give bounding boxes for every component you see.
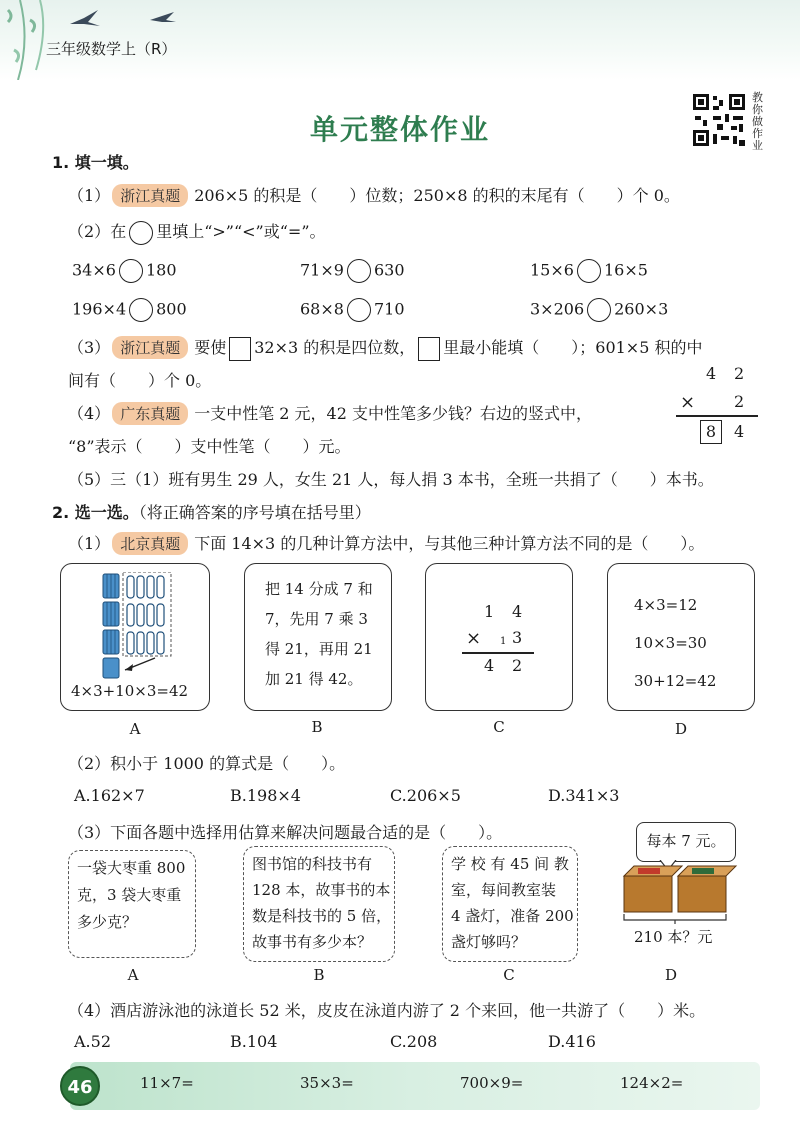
option-d[interactable]: D.416 xyxy=(548,1032,596,1051)
option-card-b[interactable] xyxy=(243,846,395,962)
digit: 4 xyxy=(484,656,495,675)
exam-tag: 浙江真题 xyxy=(112,336,188,359)
text-line: 数是科技书的 5 倍， xyxy=(252,907,392,925)
q3-number: （3） xyxy=(68,338,111,357)
option-b[interactable]: B.104 xyxy=(230,1032,278,1051)
compare-item xyxy=(530,259,648,283)
q2-pre: 在 xyxy=(110,222,127,241)
section-1-heading: 1. 填一填。 xyxy=(52,153,139,172)
s1-q2 xyxy=(68,219,326,245)
s2-q1 xyxy=(68,531,704,555)
digit: 3 xyxy=(512,628,523,647)
answer-circle[interactable] xyxy=(347,298,371,322)
answer-circle[interactable] xyxy=(577,259,601,283)
option-a[interactable]: A.162×7 xyxy=(74,786,145,805)
option-card-d[interactable] xyxy=(607,563,755,711)
q1-number: （1） xyxy=(68,186,111,205)
vertical-multiplication-c xyxy=(456,602,546,682)
card-b-text xyxy=(265,574,373,694)
option-card-c[interactable] xyxy=(425,563,573,711)
compare-right: 180 xyxy=(145,260,177,280)
compare-right: 800 xyxy=(156,299,187,319)
compare-left: 34×6 xyxy=(72,260,116,280)
exam-tag: 浙江真题 xyxy=(112,184,188,207)
compare-item xyxy=(530,298,668,322)
text-line: 图书馆的科技书有 xyxy=(252,855,373,873)
q4-text: 一支中性笔 2 元，42 支中性笔多少钱？右边的竖式中， xyxy=(194,404,593,423)
compare-left: 196×4 xyxy=(72,299,127,319)
swallows-icon xyxy=(66,6,186,36)
compare-left: 71×9 xyxy=(300,260,344,280)
option-letter-d: D xyxy=(674,720,688,738)
compare-item xyxy=(300,259,405,283)
option-letter-d: D xyxy=(664,966,678,984)
q1-text: 下面 14×3 的几种计算方法中，与其他三种计算方法不同的是（ ）。 xyxy=(194,534,705,553)
compare-left: 15×6 xyxy=(530,260,574,280)
digit: 1 xyxy=(484,602,495,621)
section-2-note: （将正确答案的序号填在括号里） xyxy=(138,503,371,522)
digit: 2 xyxy=(734,364,745,383)
compare-right: 710 xyxy=(373,299,405,319)
multiply-sign: × xyxy=(466,628,482,649)
exam-tag: 广东真题 xyxy=(112,402,188,425)
carry-digit: 1 xyxy=(500,636,507,647)
card-d-text xyxy=(634,586,716,700)
q3-text-a: 要使 xyxy=(194,338,227,357)
answer-circle[interactable] xyxy=(119,259,143,283)
option-c[interactable]: C.208 xyxy=(390,1032,438,1051)
s1-q4 xyxy=(68,401,592,425)
text-line: 室，每间教室装 xyxy=(451,881,557,899)
s1-q1 xyxy=(68,183,680,207)
text-line: 得 21，再用 21 xyxy=(265,640,373,658)
box-caption: 210 本？元 xyxy=(634,928,713,946)
option-b[interactable]: B.198×4 xyxy=(230,786,301,805)
s1-q3-line2: 间有（ ）个 0。 xyxy=(68,371,212,390)
s1-q5: （5）三（1）班有男生 29 人，女生 21 人，每人捐 3 本书，全班一共捐了（ ）本书。 xyxy=(68,470,714,489)
qr-code-icon[interactable] xyxy=(691,92,747,148)
text-line: 把 14 分成 7 和 xyxy=(265,580,373,598)
text-line: 加 21 得 42。 xyxy=(265,670,363,688)
page-number: 46 xyxy=(60,1066,100,1106)
compare-right: 260×3 xyxy=(614,299,669,319)
oral-calc-item: 11×7= xyxy=(140,1074,194,1092)
option-d[interactable]: D.341×3 xyxy=(548,786,620,805)
text-line: 10×3=30 xyxy=(634,634,707,652)
text-line: 7，先用 7 乘 3 xyxy=(265,610,368,628)
text-line: 128 本，故事书的本 xyxy=(252,881,391,899)
compare-circle[interactable] xyxy=(129,221,153,245)
text-line: 盏灯够吗？ xyxy=(451,933,527,951)
answer-box[interactable] xyxy=(229,337,251,361)
option-card-b[interactable] xyxy=(244,563,392,711)
divider xyxy=(676,415,758,417)
book-label: 三年级数学上（R） xyxy=(46,40,177,58)
option-a[interactable]: A.52 xyxy=(74,1032,111,1051)
multiply-sign: × xyxy=(680,392,696,413)
answer-box[interactable] xyxy=(418,337,440,361)
q4-number: （4） xyxy=(68,404,111,423)
compare-item xyxy=(72,298,187,322)
oral-calc-item: 124×2= xyxy=(620,1074,684,1092)
q3-text-c: 里最小能填（ ）；601×5 积的中 xyxy=(443,338,703,357)
text-line: 4×3=12 xyxy=(634,596,698,614)
page-title: 单元整体作业 xyxy=(309,113,490,146)
s1-q3 xyxy=(68,335,702,361)
card-a-formula: 4×3+10×3=42 xyxy=(71,682,189,700)
s2-q3: （3）下面各题中选择用估算来解决问题最合适的是（ ）。 xyxy=(68,823,503,842)
option-c[interactable]: C.206×5 xyxy=(390,786,461,805)
divider xyxy=(462,652,534,654)
q2-post: 里填上“>”“<”或“=”。 xyxy=(156,222,326,241)
text-line: 一袋大枣重 800 xyxy=(77,859,186,877)
digit: 4 xyxy=(512,602,523,621)
option-card-c[interactable] xyxy=(442,846,578,962)
text-line: 多少克？ xyxy=(77,913,138,931)
exam-tag: 北京真题 xyxy=(112,532,188,555)
text-line: 学 校 有 45 间 教 xyxy=(451,855,569,873)
option-letter-a: A xyxy=(129,720,141,738)
qr-caption: 教你做作业 xyxy=(752,91,763,152)
q1-text: 206×5 的积是（ ）位数；250×8 的积的末尾有（ ）个 0。 xyxy=(194,186,680,205)
text-line: 4 盏灯，准备 200 xyxy=(451,907,574,925)
compare-left: 3×206 xyxy=(530,299,585,319)
answer-circle[interactable] xyxy=(587,298,611,322)
option-card-a[interactable] xyxy=(60,563,210,711)
digit: 4 xyxy=(734,422,745,441)
oral-calc-item: 700×9= xyxy=(460,1074,524,1092)
option-card-a[interactable] xyxy=(68,850,196,958)
compare-item xyxy=(72,259,177,283)
boxed-digit: 8 xyxy=(700,420,722,444)
q3-text-b: 32×3 的积是四位数， xyxy=(254,338,416,357)
q2-number: （2） xyxy=(68,222,111,241)
option-letter-c: C xyxy=(503,966,515,984)
text-line: 故事书有多少本？ xyxy=(252,933,373,951)
text-line: 克，3 袋大枣重 xyxy=(77,886,182,904)
oral-calc-item: 35×3= xyxy=(300,1074,354,1092)
section-2-title: 2. 选一选。 xyxy=(52,503,139,522)
compare-item xyxy=(300,298,405,322)
option-letter-b: B xyxy=(311,718,323,736)
s2-q4: （4）酒店游泳池的泳道长 52 米，皮皮在泳道内游了 2 个来回，他一共游了（ ）米。 xyxy=(68,1001,706,1020)
q1-number: （1） xyxy=(68,534,111,553)
book-boxes-icon xyxy=(620,860,740,930)
vertical-multiplication xyxy=(676,364,766,444)
digit: 2 xyxy=(734,392,745,411)
block-diagram-icon xyxy=(95,572,175,684)
section-2-heading xyxy=(52,500,371,523)
text-line: 30+12=42 xyxy=(634,672,717,690)
answer-circle[interactable] xyxy=(129,298,153,322)
s1-q4-line2: “8”表示（ ）支中性笔（ ）元。 xyxy=(68,437,351,456)
compare-left: 68×8 xyxy=(300,299,344,319)
option-letter-a: A xyxy=(127,966,139,984)
option-letter-b: B xyxy=(313,966,325,984)
compare-right: 16×5 xyxy=(603,260,648,280)
compare-right: 630 xyxy=(373,260,405,280)
s2-q2: （2）积小于 1000 的算式是（ ）。 xyxy=(68,754,346,773)
digit: 4 xyxy=(706,364,717,383)
speech-bubble: 每本 7 元。 xyxy=(636,822,736,862)
option-letter-c: C xyxy=(493,718,505,736)
answer-circle[interactable] xyxy=(347,259,371,283)
digit: 2 xyxy=(512,656,523,675)
